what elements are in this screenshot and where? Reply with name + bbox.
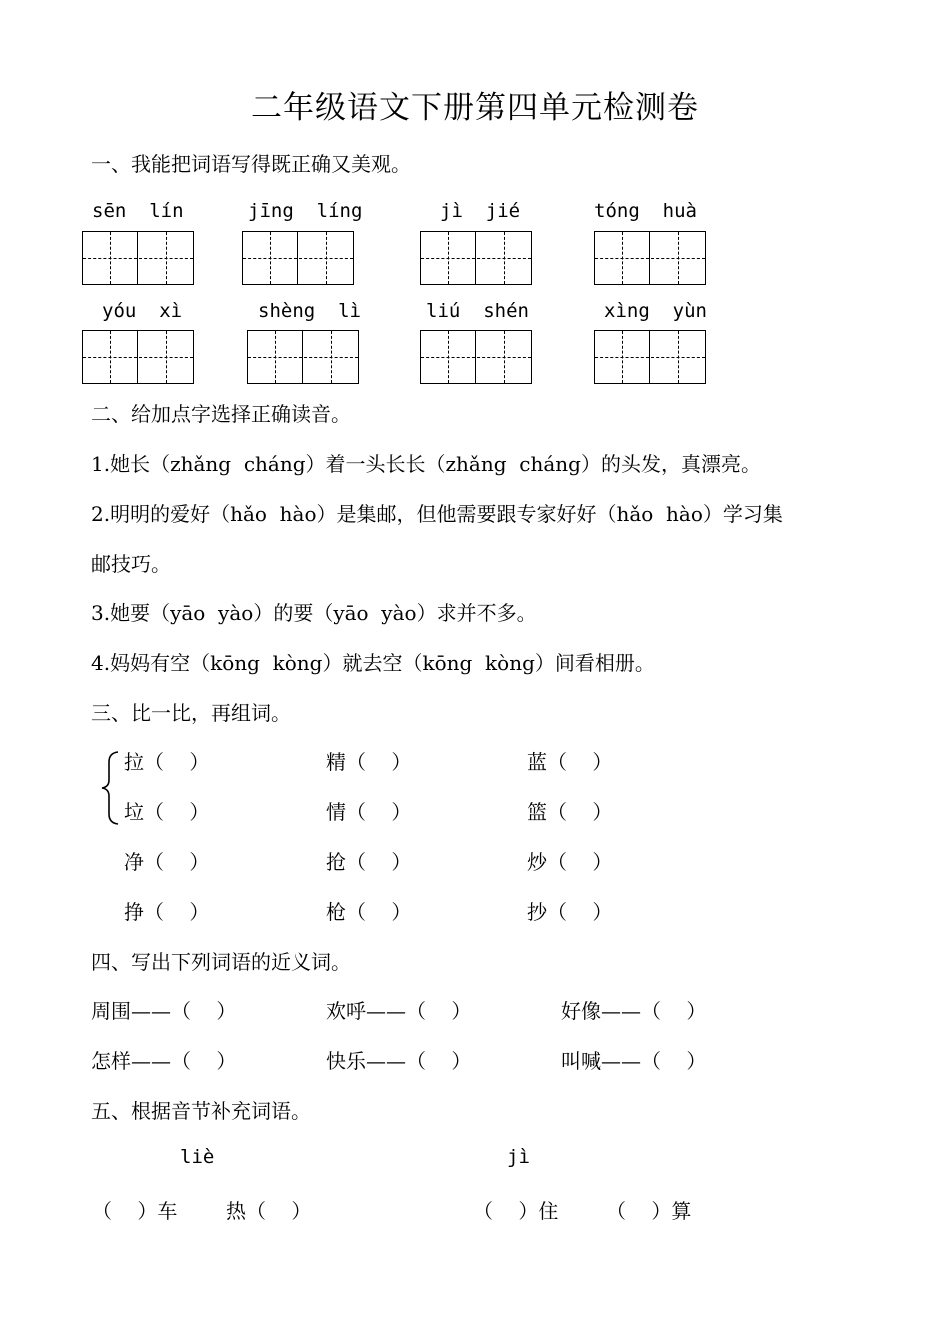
question-line: 1.她长（zhǎng cháng）着一头长长（zhǎng cháng）的头发，真漂亮。 <box>91 452 761 476</box>
compare-item: 抢（ ） <box>326 850 412 874</box>
compare-item: 炒（ ） <box>527 850 613 874</box>
writing-grid-5[interactable] <box>82 330 194 384</box>
pinyin-6: shèng lì <box>258 300 361 322</box>
fill-item: （ ）车 <box>92 1199 178 1223</box>
synonym-item: 周围——（ ） <box>91 999 237 1023</box>
compare-item: 拉（ ） <box>124 750 210 774</box>
pinyin-lie: liè <box>180 1146 215 1168</box>
synonym-item: 欢呼——（ ） <box>326 999 472 1023</box>
writing-grid-3[interactable] <box>420 231 532 285</box>
synonym-item: 好像——（ ） <box>561 999 707 1023</box>
fill-item: （ ）算 <box>606 1199 692 1223</box>
question-line: 邮技巧。 <box>91 552 171 576</box>
pinyin-8: xìng yùn <box>604 300 707 322</box>
section-3-heading: 三、比一比，再组词。 <box>91 701 291 725</box>
compare-item: 挣（ ） <box>124 900 210 924</box>
writing-grid-2[interactable] <box>242 231 354 285</box>
pinyin-1: sēn lín <box>92 200 184 222</box>
pinyin-ji: jì <box>507 1146 530 1168</box>
question-line: 4.妈妈有空（kōng kòng）就去空（kōng kòng）间看相册。 <box>91 651 655 675</box>
fill-item: 热（ ） <box>226 1199 312 1223</box>
compare-item: 净（ ） <box>124 850 210 874</box>
question-line: 2.明明的爱好（hǎo hào）是集邮，但他需要跟专家好好（hǎo hào）学习集 <box>91 502 783 526</box>
section-1-heading: 一、我能把词语写得既正确又美观。 <box>91 152 411 176</box>
fill-item: （ ）住 <box>473 1199 559 1223</box>
section-5-heading: 五、根据音节补充词语。 <box>91 1099 311 1123</box>
writing-grid-1[interactable] <box>82 231 194 285</box>
pinyin-5: yóu xì <box>102 300 183 322</box>
synonym-item: 叫喊——（ ） <box>561 1049 707 1073</box>
section-4-heading: 四、写出下列词语的近义词。 <box>91 950 351 974</box>
section-2-heading: 二、给加点字选择正确读音。 <box>91 402 351 426</box>
compare-item: 垃（ ） <box>124 800 210 824</box>
pinyin-4: tóng huà <box>594 200 697 222</box>
question-line: 3.她要（yāo yào）的要（yāo yào）求并不多。 <box>91 601 537 625</box>
compare-item: 精（ ） <box>326 750 412 774</box>
writing-grid-4[interactable] <box>594 231 706 285</box>
writing-grid-7[interactable] <box>420 330 532 384</box>
synonym-item: 怎样——（ ） <box>91 1049 237 1073</box>
synonym-item: 快乐——（ ） <box>326 1049 472 1073</box>
compare-item: 枪（ ） <box>326 900 412 924</box>
pinyin-7: liú shén <box>426 300 529 322</box>
compare-item: 蓝（ ） <box>527 750 613 774</box>
pinyin-3: jì jié <box>440 200 521 222</box>
writing-grid-8[interactable] <box>594 330 706 384</box>
compare-item: 篮（ ） <box>527 800 613 824</box>
pinyin-2: jīng líng <box>248 200 363 222</box>
writing-grid-6[interactable] <box>247 330 359 384</box>
compare-item: 情（ ） <box>326 800 412 824</box>
compare-item: 抄（ ） <box>527 900 613 924</box>
brace-icon <box>100 750 120 826</box>
page-title: 二年级语文下册第四单元检测卷 <box>251 90 699 126</box>
